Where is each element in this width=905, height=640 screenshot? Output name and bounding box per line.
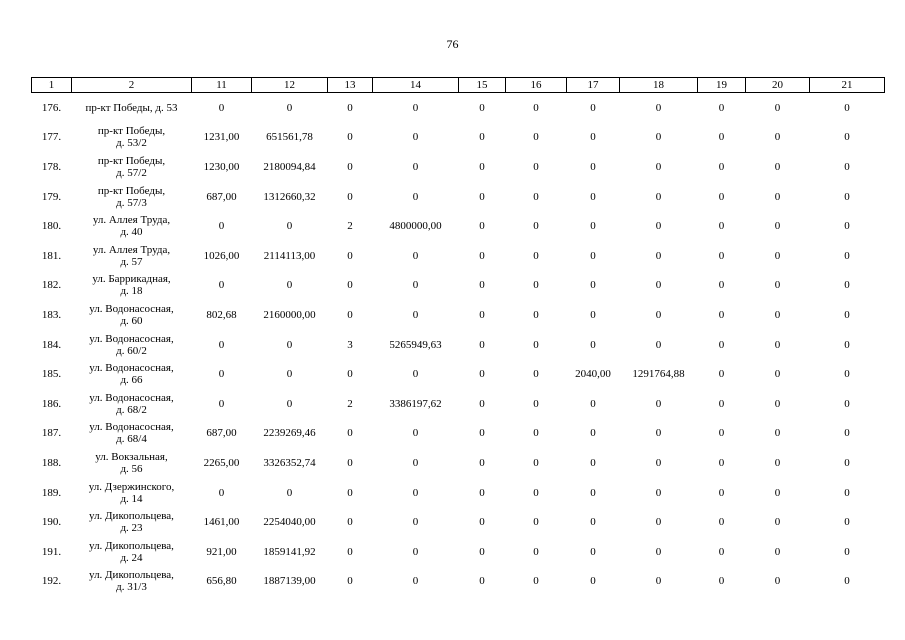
column-header: 1 bbox=[32, 78, 72, 93]
value-cell: 0 bbox=[590, 397, 596, 410]
value-cell: 0 bbox=[718, 279, 725, 292]
value-cell: 0 bbox=[533, 397, 539, 410]
value-cell: 0 bbox=[718, 131, 725, 144]
address-line: д. 60/2 bbox=[116, 344, 147, 357]
row-number-cell: 176. bbox=[41, 101, 62, 114]
row-number-cell: 178. bbox=[41, 160, 62, 173]
value-cell: 0 bbox=[774, 516, 781, 529]
value-cell: 0 bbox=[718, 516, 725, 529]
value-cell: 0 bbox=[347, 279, 353, 292]
value-cell: 0 bbox=[718, 545, 725, 558]
table-body bbox=[32, 93, 885, 597]
table-row bbox=[32, 152, 885, 182]
value-cell: 0 bbox=[844, 131, 850, 144]
row-number-cell: 188. bbox=[41, 456, 62, 469]
address-line: д. 68/2 bbox=[116, 403, 147, 416]
value-cell: 1312660,32 bbox=[263, 190, 316, 203]
address-line: ул. Водонасосная, bbox=[89, 391, 174, 404]
address-line: ул. Баррикадная, bbox=[92, 273, 171, 286]
value-cell: 0 bbox=[412, 427, 419, 440]
value-cell: 0 bbox=[774, 486, 781, 499]
value-cell: 0 bbox=[412, 516, 419, 529]
table-row bbox=[32, 389, 885, 419]
row-number-cell: 183. bbox=[41, 308, 62, 321]
value-cell: 0 bbox=[286, 101, 293, 114]
value-cell: 0 bbox=[774, 368, 781, 381]
value-cell: 0 bbox=[718, 397, 725, 410]
address-cell bbox=[72, 448, 192, 478]
value-cell: 687,00 bbox=[206, 427, 237, 440]
value-cell: 2254040,00 bbox=[263, 516, 316, 529]
value-cell: 0 bbox=[844, 338, 850, 351]
value-cell: 0 bbox=[844, 368, 850, 381]
table-row bbox=[32, 330, 885, 360]
row-number-cell: 187. bbox=[41, 427, 62, 440]
value-cell: 0 bbox=[655, 249, 662, 262]
address-line: пр-кт Победы, д. 53 bbox=[85, 101, 178, 114]
value-cell: 0 bbox=[590, 338, 596, 351]
value-cell: 0 bbox=[718, 308, 725, 321]
table-row bbox=[32, 300, 885, 330]
value-cell: 0 bbox=[718, 249, 725, 262]
address-line: д. 68/4 bbox=[116, 433, 147, 446]
value-cell: 0 bbox=[844, 249, 850, 262]
address-line: пр-кт Победы, bbox=[97, 125, 166, 138]
value-cell: 0 bbox=[844, 456, 850, 469]
address-line: д. 60 bbox=[120, 314, 143, 327]
value-cell: 0 bbox=[590, 516, 596, 529]
value-cell: 0 bbox=[655, 190, 662, 203]
value-cell: 0 bbox=[479, 516, 485, 529]
value-cell: 0 bbox=[590, 308, 596, 321]
address-cell bbox=[72, 211, 192, 241]
value-cell: 0 bbox=[844, 486, 850, 499]
value-cell: 0 bbox=[590, 545, 596, 558]
value-cell: 0 bbox=[479, 308, 485, 321]
address-cell bbox=[72, 300, 192, 330]
value-cell: 0 bbox=[218, 368, 225, 381]
value-cell: 0 bbox=[774, 160, 781, 173]
value-cell: 0 bbox=[774, 220, 781, 233]
value-cell: 0 bbox=[844, 427, 850, 440]
address-line: ул. Водонасосная, bbox=[89, 362, 174, 375]
value-cell: 0 bbox=[718, 427, 725, 440]
address-line: ул. Водонасосная, bbox=[89, 302, 174, 315]
value-cell: 0 bbox=[479, 545, 485, 558]
value-cell: 2 bbox=[347, 397, 353, 410]
value-cell: 0 bbox=[218, 101, 225, 114]
column-header: 19 bbox=[698, 78, 746, 93]
address-line: д. 18 bbox=[120, 285, 143, 298]
value-cell: 0 bbox=[479, 368, 485, 381]
value-cell: 1291764,88 bbox=[632, 368, 685, 381]
table-row bbox=[32, 123, 885, 153]
value-cell: 0 bbox=[533, 160, 539, 173]
value-cell: 0 bbox=[347, 160, 353, 173]
value-cell: 0 bbox=[218, 397, 225, 410]
value-cell: 0 bbox=[218, 338, 225, 351]
value-cell: 0 bbox=[479, 427, 485, 440]
value-cell: 3386197,62 bbox=[389, 397, 442, 410]
address-line: ул. Аллея Труда, bbox=[92, 214, 171, 227]
table-row bbox=[32, 359, 885, 389]
value-cell: 0 bbox=[590, 220, 596, 233]
value-cell: 0 bbox=[479, 160, 485, 173]
value-cell: 0 bbox=[590, 249, 596, 262]
value-cell: 0 bbox=[412, 190, 419, 203]
address-line: д. 24 bbox=[120, 551, 143, 564]
value-cell: 0 bbox=[479, 575, 485, 588]
row-number-cell: 186. bbox=[41, 397, 62, 410]
value-cell: 0 bbox=[774, 249, 781, 262]
value-cell: 651561,78 bbox=[266, 131, 313, 144]
value-cell: 2160000,00 bbox=[263, 308, 316, 321]
table-row bbox=[32, 478, 885, 508]
column-header: 20 bbox=[746, 78, 810, 93]
value-cell: 0 bbox=[590, 101, 596, 114]
value-cell: 1461,00 bbox=[203, 516, 240, 529]
value-cell: 0 bbox=[347, 308, 353, 321]
address-cell bbox=[72, 389, 192, 419]
address-cell bbox=[72, 507, 192, 537]
value-cell: 0 bbox=[774, 338, 781, 351]
value-cell: 0 bbox=[655, 279, 662, 292]
column-header: 12 bbox=[252, 78, 328, 93]
address-cell bbox=[72, 241, 192, 271]
value-cell: 0 bbox=[844, 190, 850, 203]
address-cell bbox=[72, 123, 192, 153]
value-cell: 3 bbox=[347, 338, 353, 351]
value-cell: 0 bbox=[218, 220, 225, 233]
value-cell: 0 bbox=[412, 308, 419, 321]
value-cell: 921,00 bbox=[206, 545, 237, 558]
value-cell: 0 bbox=[590, 456, 596, 469]
value-cell: 0 bbox=[718, 338, 725, 351]
address-cell bbox=[72, 182, 192, 212]
address-line: д. 53/2 bbox=[116, 137, 147, 150]
address-line: д. 14 bbox=[120, 492, 143, 505]
row-number-cell: 181. bbox=[41, 249, 62, 262]
value-cell: 0 bbox=[286, 279, 293, 292]
address-cell bbox=[72, 152, 192, 182]
value-cell: 0 bbox=[718, 220, 725, 233]
value-cell: 0 bbox=[655, 456, 662, 469]
value-cell: 0 bbox=[533, 249, 539, 262]
value-cell: 0 bbox=[347, 249, 353, 262]
value-cell: 0 bbox=[844, 575, 850, 588]
value-cell: 0 bbox=[347, 101, 353, 114]
column-header: 11 bbox=[192, 78, 252, 93]
value-cell: 0 bbox=[590, 160, 596, 173]
address-line: ул. Дзержинского, bbox=[88, 480, 175, 493]
value-cell: 0 bbox=[590, 190, 596, 203]
value-cell: 656,80 bbox=[206, 575, 237, 588]
value-cell: 0 bbox=[479, 131, 485, 144]
address-line: ул. Водонасосная, bbox=[89, 421, 174, 434]
header-row bbox=[32, 78, 885, 93]
value-cell: 0 bbox=[655, 131, 662, 144]
value-cell: 0 bbox=[412, 249, 419, 262]
column-header: 18 bbox=[620, 78, 698, 93]
address-line: ул. Вокзальная, bbox=[95, 450, 168, 463]
column-header: 15 bbox=[459, 78, 506, 93]
value-cell: 0 bbox=[533, 575, 539, 588]
table-row bbox=[32, 241, 885, 271]
value-cell: 0 bbox=[479, 220, 485, 233]
column-header: 14 bbox=[373, 78, 459, 93]
value-cell: 0 bbox=[844, 160, 850, 173]
value-cell: 0 bbox=[718, 368, 725, 381]
address-line: д. 57/3 bbox=[116, 196, 147, 209]
column-header: 16 bbox=[506, 78, 567, 93]
value-cell: 0 bbox=[774, 190, 781, 203]
value-cell: 2239269,46 bbox=[263, 427, 316, 440]
address-cell bbox=[72, 359, 192, 389]
column-header: 13 bbox=[328, 78, 373, 93]
address-cell bbox=[72, 478, 192, 508]
address-line: д. 40 bbox=[120, 226, 143, 239]
address-line: ул. Водонасосная, bbox=[89, 332, 174, 345]
value-cell: 0 bbox=[844, 397, 850, 410]
value-cell: 0 bbox=[533, 456, 539, 469]
value-cell: 0 bbox=[479, 397, 485, 410]
value-cell: 1231,00 bbox=[203, 131, 240, 144]
value-cell: 2114113,00 bbox=[263, 249, 316, 262]
value-cell: 0 bbox=[718, 575, 725, 588]
value-cell: 0 bbox=[844, 101, 850, 114]
row-number-cell: 182. bbox=[41, 279, 62, 292]
value-cell: 0 bbox=[533, 486, 539, 499]
value-cell: 2265,00 bbox=[203, 456, 240, 469]
value-cell: 0 bbox=[218, 279, 225, 292]
value-cell: 0 bbox=[347, 131, 353, 144]
value-cell: 0 bbox=[718, 190, 725, 203]
value-cell: 0 bbox=[347, 427, 353, 440]
value-cell: 0 bbox=[844, 308, 850, 321]
value-cell: 0 bbox=[655, 220, 662, 233]
value-cell: 0 bbox=[347, 190, 353, 203]
value-cell: 0 bbox=[774, 545, 781, 558]
value-cell: 0 bbox=[655, 575, 662, 588]
value-cell: 0 bbox=[533, 368, 539, 381]
address-line: д. 56 bbox=[120, 462, 143, 475]
column-header: 17 bbox=[567, 78, 620, 93]
address-line: д. 23 bbox=[120, 522, 143, 535]
value-cell: 0 bbox=[412, 456, 419, 469]
value-cell: 0 bbox=[412, 131, 419, 144]
value-cell: 0 bbox=[479, 279, 485, 292]
value-cell: 0 bbox=[286, 397, 293, 410]
value-cell: 0 bbox=[590, 427, 596, 440]
value-cell: 0 bbox=[718, 486, 725, 499]
value-cell: 0 bbox=[479, 338, 485, 351]
address-line: д. 31/3 bbox=[116, 581, 147, 594]
value-cell: 3326352,74 bbox=[263, 456, 316, 469]
value-cell: 0 bbox=[479, 486, 485, 499]
column-header: 2 bbox=[72, 78, 192, 93]
value-cell: 0 bbox=[533, 279, 539, 292]
value-cell: 2 bbox=[347, 220, 353, 233]
address-cell bbox=[72, 537, 192, 567]
value-cell: 0 bbox=[533, 545, 539, 558]
table-row bbox=[32, 537, 885, 567]
value-cell: 687,00 bbox=[206, 190, 237, 203]
value-cell: 0 bbox=[347, 456, 353, 469]
value-cell: 0 bbox=[844, 220, 850, 233]
table-row bbox=[32, 567, 885, 597]
page-number: 76 bbox=[446, 37, 459, 51]
value-cell: 0 bbox=[347, 575, 353, 588]
value-cell: 0 bbox=[774, 575, 781, 588]
value-cell: 0 bbox=[655, 101, 662, 114]
value-cell: 0 bbox=[718, 456, 725, 469]
value-cell: 0 bbox=[286, 486, 293, 499]
row-number-cell: 192. bbox=[41, 575, 62, 588]
value-cell: 1887139,00 bbox=[263, 575, 316, 588]
address-line: пр-кт Победы, bbox=[97, 184, 166, 197]
value-cell: 0 bbox=[590, 486, 596, 499]
table-row bbox=[32, 271, 885, 301]
value-cell: 0 bbox=[590, 131, 596, 144]
value-cell: 0 bbox=[844, 516, 850, 529]
table-row bbox=[32, 211, 885, 241]
value-cell: 0 bbox=[347, 486, 353, 499]
row-number-cell: 184. bbox=[41, 338, 62, 351]
value-cell: 4800000,00 bbox=[389, 220, 442, 233]
address-cell bbox=[72, 330, 192, 360]
value-cell: 0 bbox=[590, 575, 596, 588]
value-cell: 0 bbox=[533, 308, 539, 321]
value-cell: 0 bbox=[412, 368, 419, 381]
value-cell: 0 bbox=[412, 575, 419, 588]
value-cell: 0 bbox=[844, 545, 850, 558]
address-line: ул. Дикопольцева, bbox=[89, 539, 174, 552]
value-cell: 5265949,63 bbox=[389, 338, 442, 351]
row-number-cell: 189. bbox=[41, 486, 62, 499]
data-table bbox=[31, 77, 885, 596]
value-cell: 0 bbox=[533, 131, 539, 144]
value-cell: 0 bbox=[774, 279, 781, 292]
value-cell: 2180094,84 bbox=[263, 160, 316, 173]
value-cell: 0 bbox=[655, 308, 662, 321]
table-row bbox=[32, 507, 885, 537]
table-row bbox=[32, 93, 885, 123]
value-cell: 802,68 bbox=[206, 308, 237, 321]
value-cell: 0 bbox=[655, 486, 662, 499]
value-cell: 0 bbox=[774, 308, 781, 321]
value-cell: 0 bbox=[655, 427, 662, 440]
value-cell: 0 bbox=[479, 249, 485, 262]
address-line: ул. Дикопольцева, bbox=[89, 510, 174, 523]
value-cell: 0 bbox=[774, 131, 781, 144]
value-cell: 0 bbox=[655, 397, 662, 410]
address-cell bbox=[72, 93, 192, 123]
value-cell: 0 bbox=[479, 456, 485, 469]
value-cell: 0 bbox=[844, 279, 850, 292]
value-cell: 0 bbox=[533, 427, 539, 440]
value-cell: 0 bbox=[347, 545, 353, 558]
value-cell: 0 bbox=[412, 486, 419, 499]
value-cell: 1230,00 bbox=[203, 160, 240, 173]
address-line: пр-кт Победы, bbox=[97, 154, 166, 167]
value-cell: 2040,00 bbox=[575, 368, 611, 381]
value-cell: 0 bbox=[533, 220, 539, 233]
value-cell: 1859141,92 bbox=[263, 545, 316, 558]
value-cell: 0 bbox=[774, 456, 781, 469]
address-line: ул. Дикопольцева, bbox=[89, 569, 174, 582]
table-row bbox=[32, 182, 885, 212]
address-cell bbox=[72, 567, 192, 597]
value-cell: 0 bbox=[774, 427, 781, 440]
value-cell: 1026,00 bbox=[203, 249, 240, 262]
value-cell: 0 bbox=[286, 220, 293, 233]
address-cell bbox=[72, 419, 192, 449]
value-cell: 0 bbox=[655, 160, 662, 173]
address-line: д. 66 bbox=[120, 374, 143, 387]
table-row bbox=[32, 419, 885, 449]
value-cell: 0 bbox=[412, 545, 419, 558]
value-cell: 0 bbox=[718, 101, 725, 114]
value-cell: 0 bbox=[479, 190, 485, 203]
table-row bbox=[32, 448, 885, 478]
value-cell: 0 bbox=[412, 279, 419, 292]
address-line: д. 57 bbox=[120, 255, 143, 268]
value-cell: 0 bbox=[533, 338, 539, 351]
address-line: ул. Аллея Труда, bbox=[92, 243, 171, 256]
row-number-cell: 191. bbox=[41, 545, 62, 558]
value-cell: 0 bbox=[533, 190, 539, 203]
value-cell: 0 bbox=[774, 101, 781, 114]
value-cell: 0 bbox=[655, 338, 662, 351]
value-cell: 0 bbox=[479, 101, 485, 114]
value-cell: 0 bbox=[412, 101, 419, 114]
value-cell: 0 bbox=[347, 516, 353, 529]
value-cell: 0 bbox=[533, 516, 539, 529]
row-number-cell: 180. bbox=[41, 220, 62, 233]
row-number-cell: 185. bbox=[41, 368, 62, 381]
address-line: д. 57/2 bbox=[116, 166, 147, 179]
value-cell: 0 bbox=[655, 516, 662, 529]
value-cell: 0 bbox=[286, 338, 293, 351]
value-cell: 0 bbox=[533, 101, 539, 114]
row-number-cell: 190. bbox=[41, 516, 62, 529]
value-cell: 0 bbox=[774, 397, 781, 410]
row-number-cell: 179. bbox=[41, 190, 62, 203]
value-cell: 0 bbox=[590, 279, 596, 292]
address-cell bbox=[72, 271, 192, 301]
value-cell: 0 bbox=[286, 368, 293, 381]
value-cell: 0 bbox=[412, 160, 419, 173]
value-cell: 0 bbox=[718, 160, 725, 173]
column-header: 21 bbox=[810, 78, 885, 93]
value-cell: 0 bbox=[655, 545, 662, 558]
row-number-cell: 177. bbox=[41, 131, 62, 144]
value-cell: 0 bbox=[218, 486, 225, 499]
value-cell: 0 bbox=[347, 368, 353, 381]
